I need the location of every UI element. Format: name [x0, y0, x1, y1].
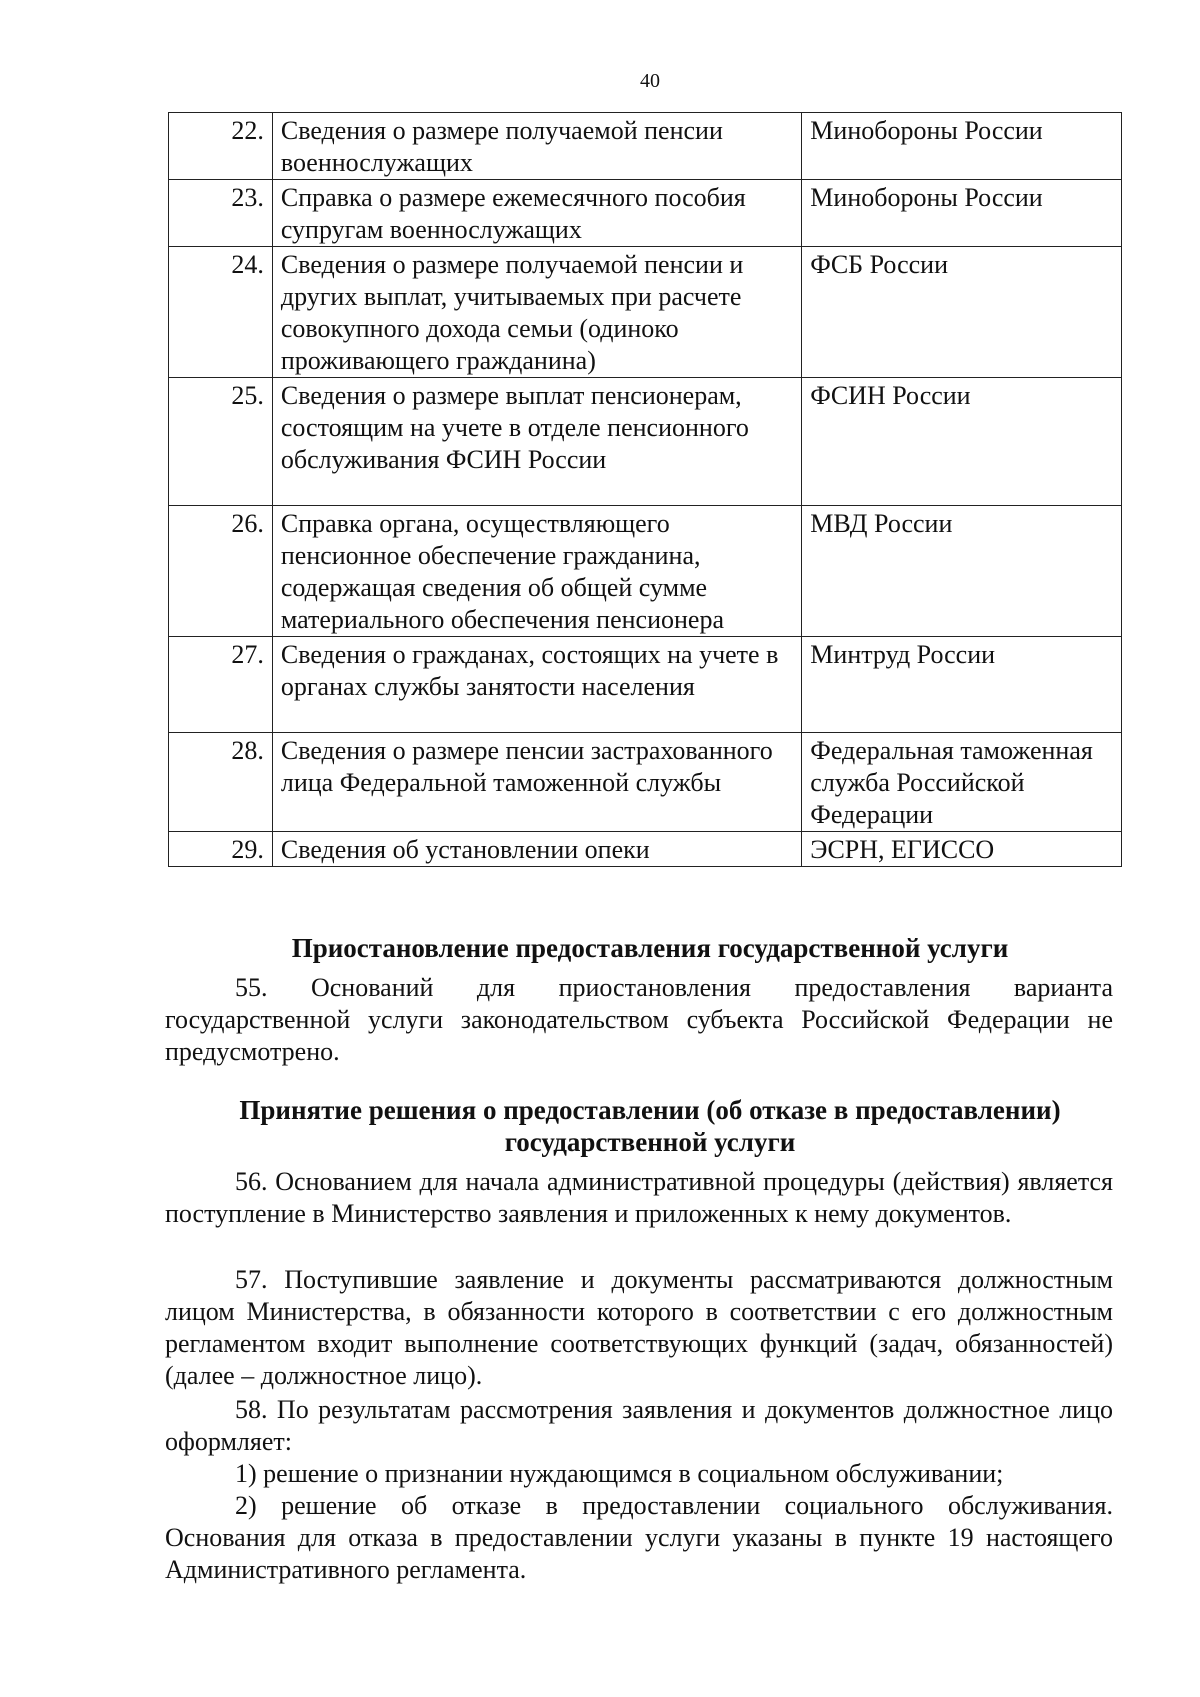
section-title-decision-line1: Принятие решения о предоставлении (об отказе в предоставлении) — [239, 1095, 1061, 1125]
table-row — [169, 733, 1122, 832]
row-organization: ЭСРН, ЕГИССО — [802, 832, 1122, 867]
row-number: 29. — [169, 832, 273, 867]
row-number: 26. — [169, 506, 273, 637]
row-description: Сведения о размере выплат пенсионерам, состоящим на учете в отделе пенсионного обслуживания ФСИН России — [272, 378, 801, 506]
row-description: Справка о размере ежемесячного пособия супругам военнослужащих — [272, 180, 801, 247]
paragraph-55: 55. Оснований для приостановления предоставления варианта государственной услуги законодательством субъекта Российской Федерации не предусмотрено. — [165, 973, 1113, 1066]
paragraph-58-item-2: 2) решение об отказе в предоставлении социального обслуживания. Основания для отказа в предоставлении услуги указаны в пункте 19 настоящего Административного регламента. — [165, 1491, 1113, 1584]
table-row — [169, 247, 1122, 378]
documents-table — [168, 112, 1122, 867]
section-title-suspension: Приостановление предоставления государственной услуги — [291, 933, 1009, 963]
row-description: Сведения о размере пенсии застрахованного лица Федеральной таможенной службы — [272, 733, 801, 832]
row-organization: Минобороны России — [802, 113, 1122, 180]
table-row — [169, 113, 1122, 180]
row-organization: МВД России — [802, 506, 1122, 637]
row-number: 22. — [169, 113, 273, 180]
paragraph-57: 57. Поступившие заявление и документы рассматриваются должностным лицом Министерства, в обязанности которого в соответствии с его должностным регламентом входит выполнение соответствующих функций (задач, обязанностей) (далее – должностное лицо). — [165, 1265, 1113, 1390]
row-description: Справка органа, осуществляющего пенсионное обеспечение гражданина, содержащая сведения об общей сумме материального обеспечения пенсионера — [272, 506, 801, 637]
row-organization: ФСИН России — [802, 378, 1122, 506]
paragraph-56: 56. Основанием для начала административной процедуры (действия) является поступление в Министерство заявления и приложенных к нему документов. — [165, 1167, 1113, 1228]
row-organization: ФСБ России — [802, 247, 1122, 378]
table-row — [169, 506, 1122, 637]
table-row — [169, 832, 1122, 867]
row-number: 24. — [169, 247, 273, 378]
section-title-decision-line2: государственной услуги — [504, 1127, 796, 1157]
row-number: 28. — [169, 733, 273, 832]
row-description: Сведения о размере получаемой пенсии и других выплат, учитываемых при расчете совокупного дохода семьи (одиноко проживающего гражданина) — [272, 247, 801, 378]
row-description: Сведения о гражданах, состоящих на учете в органах службы занятости населения — [272, 637, 801, 733]
paragraph-58-item-1: 1) решение о признании нуждающимся в социальном обслуживании; — [235, 1459, 1004, 1488]
row-description: Сведения об установлении опеки — [272, 832, 801, 867]
row-number: 25. — [169, 378, 273, 506]
table-row — [169, 180, 1122, 247]
row-description: Сведения о размере получаемой пенсии военнослужащих — [272, 113, 801, 180]
row-organization: Минобороны России — [802, 180, 1122, 247]
table-row — [169, 378, 1122, 506]
row-organization: Федеральная таможенная служба Российской Федерации — [802, 733, 1122, 832]
row-organization: Минтруд России — [802, 637, 1122, 733]
page-number: 40 — [640, 70, 660, 92]
paragraph-58: 58. По результатам рассмотрения заявления и документов должностное лицо оформляет: — [165, 1395, 1113, 1456]
row-number: 23. — [169, 180, 273, 247]
table-row — [169, 637, 1122, 733]
row-number: 27. — [169, 637, 273, 733]
